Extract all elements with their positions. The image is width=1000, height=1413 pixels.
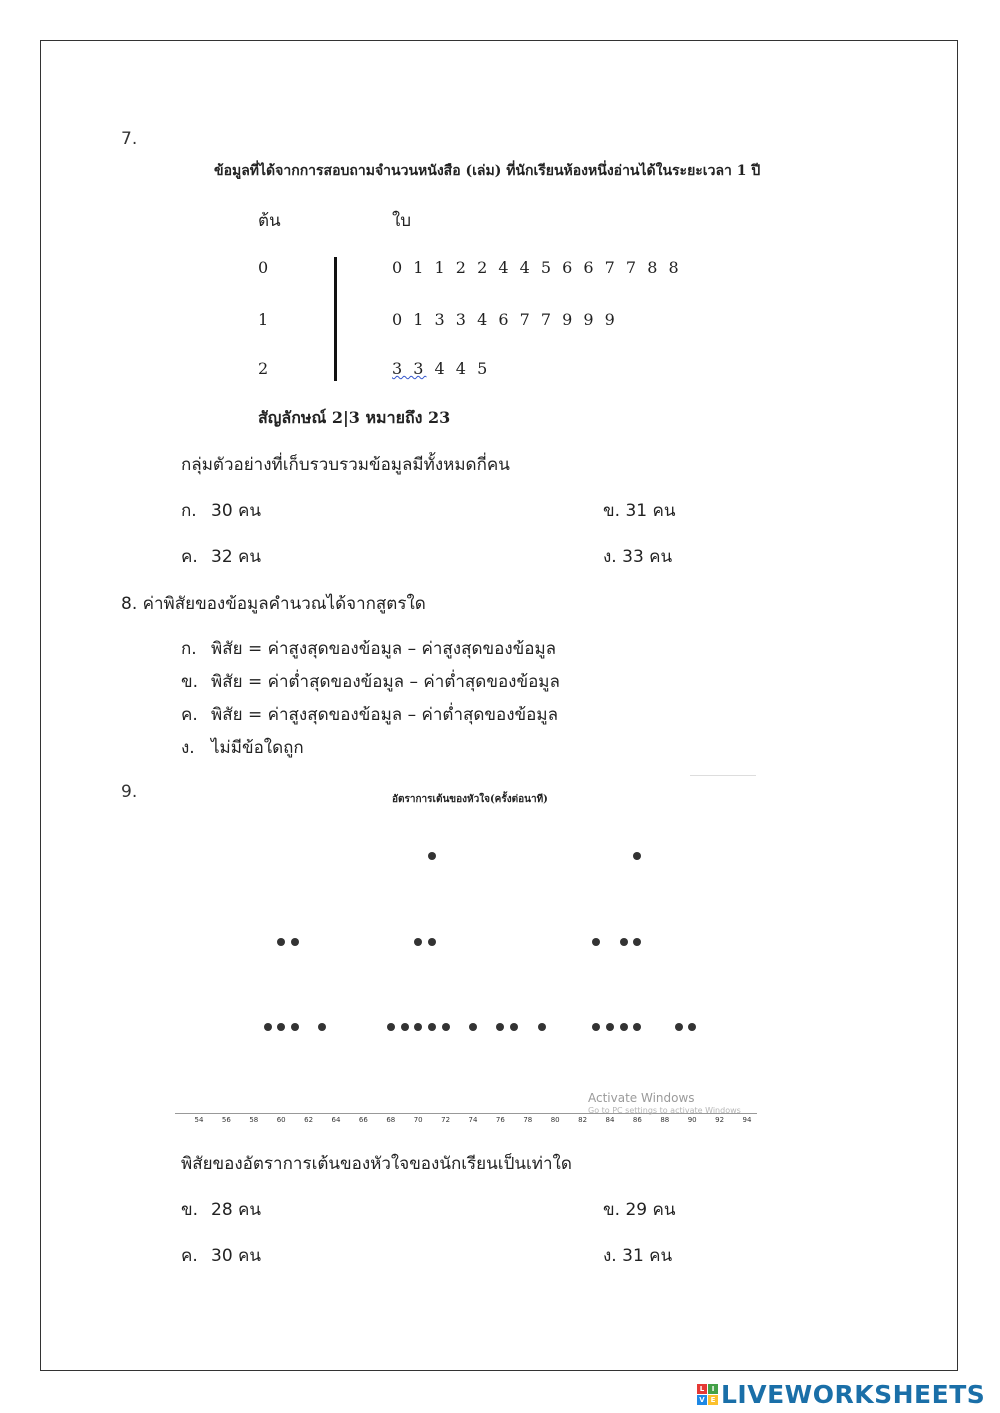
logo-icon-tile: E — [708, 1395, 718, 1405]
q7-option-d[interactable] — [603, 543, 672, 570]
dot-plot-tick-label: 62 — [304, 1116, 314, 1124]
activate-windows-hint: Go to PC settings to activate Windows — [588, 1106, 741, 1115]
dot-plot-tick-label: 90 — [687, 1116, 697, 1124]
leaves-2-rest: 4 4 5 — [426, 359, 491, 378]
option-label: ข. — [603, 501, 621, 521]
dot-plot-tick-label: 76 — [495, 1116, 505, 1124]
q9-option-c[interactable] — [181, 1242, 261, 1269]
q8-option-c[interactable] — [181, 701, 558, 728]
option-label: ง. — [181, 738, 195, 758]
liveworksheets-logo[interactable] — [697, 1380, 985, 1408]
option-text: 28 คน — [211, 1200, 262, 1220]
q9-option-b[interactable] — [603, 1196, 675, 1223]
q7-option-b[interactable] — [603, 497, 675, 524]
stem-1: 1 — [258, 310, 272, 329]
leaves-1: 0 1 3 3 4 6 7 7 9 9 9 — [392, 310, 618, 329]
dot-plot-tick-label: 70 — [413, 1116, 423, 1124]
dot-plot-tick-label: 60 — [276, 1116, 286, 1124]
option-label: ก. — [181, 501, 197, 521]
q9-option-d[interactable] — [603, 1242, 672, 1269]
option-text: พิสัย = ค่าต่ำสุดของข้อมูล – ค่าต่ำสุดของข้อมูล — [211, 672, 560, 692]
dot-plot-tick-label: 68 — [386, 1116, 396, 1124]
dot-plot-tick-label: 82 — [578, 1116, 588, 1124]
option-text: 32 คน — [211, 547, 262, 567]
liveworksheets-logo-icon — [697, 1384, 718, 1405]
dot-plot-tick-label: 56 — [221, 1116, 231, 1124]
dot-plot-title: อัตราการเต้นของหัวใจ(ครั้งต่อนาที) — [392, 794, 548, 805]
dot-plot-tick-label: 64 — [331, 1116, 341, 1124]
dot-plot-point — [620, 1023, 628, 1031]
faint-rule — [690, 775, 756, 776]
question-8-text: 8. ค่าพิสัยของข้อมูลคำนวณได้จากสูตรใด — [121, 594, 426, 614]
stem-leaf-legend: สัญลักษณ์ 2|3 หมายถึง 23 — [258, 408, 451, 427]
option-text: พิสัย = ค่าสูงสุดของข้อมูล – ค่าต่ำสุดของข้อมูล — [211, 705, 559, 725]
q9-option-a[interactable] — [181, 1196, 261, 1223]
dot-plot-tick-label: 84 — [605, 1116, 615, 1124]
q8-option-d[interactable] — [181, 734, 304, 761]
dot-plot-point — [291, 1023, 299, 1031]
option-label: ง. — [603, 547, 617, 567]
option-label: ข. — [181, 1200, 199, 1220]
option-text: 30 คน — [211, 1246, 262, 1266]
option-text: 31 คน — [622, 1246, 673, 1266]
dot-plot-tick-label: 88 — [660, 1116, 670, 1124]
stem-0: 0 — [258, 258, 272, 277]
q7-option-c[interactable] — [181, 543, 261, 570]
logo-icon-tile: V — [697, 1395, 707, 1405]
option-text: ไม่มีข้อใดถูก — [211, 738, 304, 758]
dot-plot-tick-label: 72 — [441, 1116, 451, 1124]
option-label: ง. — [603, 1246, 617, 1266]
dot-plot-tick-label: 86 — [632, 1116, 642, 1124]
logo-icon-tile: I — [708, 1384, 718, 1394]
dot-plot-point — [387, 1023, 395, 1031]
dot-plot-tick-label: 94 — [742, 1116, 752, 1124]
q8-option-a[interactable] — [181, 635, 556, 662]
activate-windows-watermark: Activate Windows — [588, 1091, 695, 1105]
dot-plot-point — [606, 1023, 614, 1031]
dot-plot-tick-label: 58 — [249, 1116, 259, 1124]
option-text: 33 คน — [622, 547, 673, 567]
stem-leaf-divider — [334, 257, 337, 381]
option-label: ก. — [181, 639, 197, 659]
dot-plot-point — [428, 852, 436, 860]
option-label: ข. — [181, 672, 199, 692]
q7-option-a[interactable] — [181, 497, 261, 524]
dot-plot-point — [428, 938, 436, 946]
dot-plot-point — [428, 1023, 436, 1031]
dot-plot-point — [291, 938, 299, 946]
question-7-text: กลุ่มตัวอย่างที่เก็บรวบรวมข้อมูลมีทั้งหมดกี่คน — [181, 455, 510, 475]
option-text: 30 คน — [211, 501, 262, 521]
liveworksheets-logo-text: LIVEWORKSHEETS — [721, 1379, 986, 1409]
option-label: ค. — [181, 705, 198, 725]
dot-plot-point — [442, 1023, 450, 1031]
stem-leaf-caption: ข้อมูลที่ได้จากการสอบถามจำนวนหนังสือ (เล่ม) ที่นักเรียนห้องหนึ่งอ่านได้ในระยะเวลา 1 ปี — [214, 163, 761, 179]
dot-plot-point — [620, 938, 628, 946]
dot-plot-tick-label: 54 — [194, 1116, 204, 1124]
dot-plot-point — [469, 1023, 477, 1031]
leaf-header: ใบ — [392, 211, 412, 231]
logo-icon-tile: L — [697, 1384, 707, 1394]
option-text: 29 คน — [625, 1200, 676, 1220]
dot-plot-point — [264, 1023, 272, 1031]
dot-plot-tick-label: 80 — [550, 1116, 560, 1124]
dot-plot-point — [675, 1023, 683, 1031]
option-text: พิสัย = ค่าสูงสุดของข้อมูล – ค่าสูงสุดของข้อมูล — [211, 639, 557, 659]
q8-option-b[interactable] — [181, 668, 560, 695]
option-label: ค. — [181, 1246, 198, 1266]
dot-plot-tick-label: 74 — [468, 1116, 478, 1124]
option-label: ค. — [181, 547, 198, 567]
dot-plot-tick-label: 66 — [358, 1116, 368, 1124]
leaves-0: 0 1 1 2 2 4 4 5 6 6 7 7 8 8 — [392, 258, 682, 277]
question-9-number: 9. — [121, 782, 138, 802]
question-9-text: พิสัยของอัตราการเต้นของหัวใจของนักเรียนเป็นเท่าใด — [181, 1154, 572, 1174]
stem-2: 2 — [258, 359, 272, 378]
question-7-number: 7. — [121, 129, 138, 149]
leaves-2 — [392, 359, 490, 378]
dot-plot-point — [538, 1023, 546, 1031]
dot-plot-point — [401, 1023, 409, 1031]
leaves-2-underlined: 3 3 — [392, 359, 427, 378]
stem-header: ต้น — [258, 211, 281, 231]
option-label: ข. — [603, 1200, 621, 1220]
option-text: 31 คน — [625, 501, 676, 521]
dot-plot-tick-label: 92 — [715, 1116, 725, 1124]
dot-plot-tick-label: 78 — [523, 1116, 533, 1124]
